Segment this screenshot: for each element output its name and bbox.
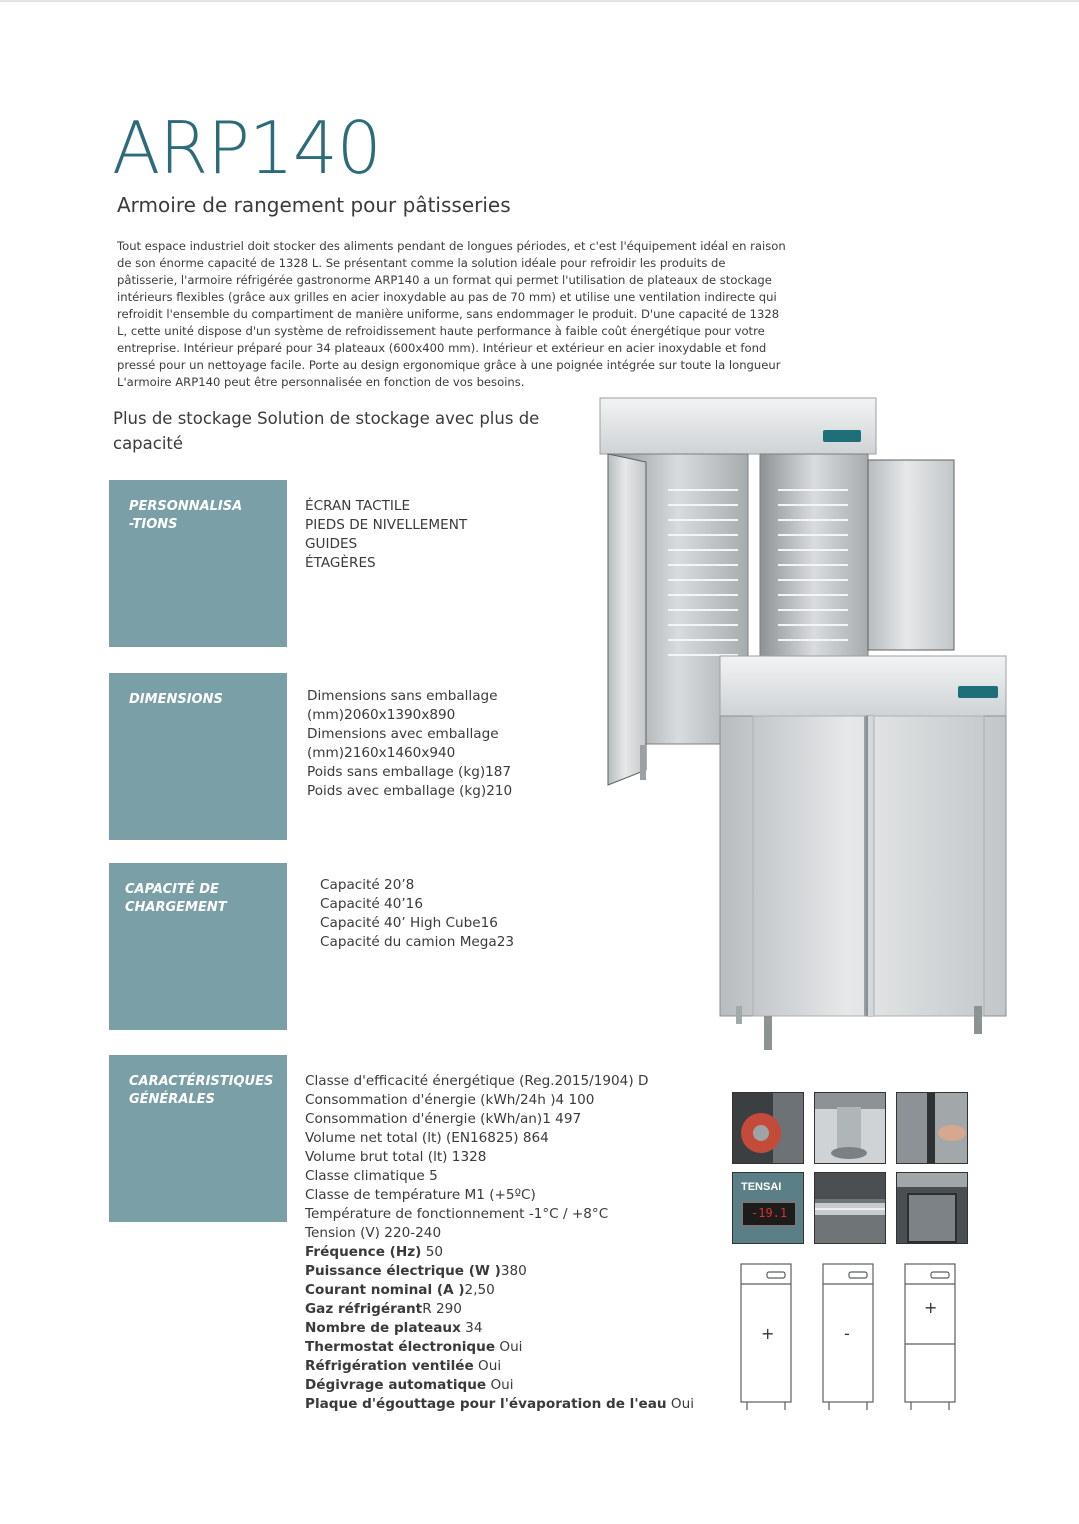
list-item — [305, 1300, 694, 1319]
product-title: ARP140 — [112, 106, 381, 190]
list-item: Classe de température M1 (+5ºC) — [305, 1187, 536, 1203]
list-item: Dimensions sans emballage — [307, 688, 498, 704]
list-item — [305, 1338, 694, 1357]
closed-cabinet — [720, 656, 1006, 1050]
list-item: ÉCRAN TACTILE — [305, 498, 411, 514]
spec-label: Puissance électrique (W ) — [305, 1263, 501, 1279]
spec-label: Nombre de plateaux — [305, 1320, 461, 1336]
spec-label: Plaque d'égouttage pour l'évaporation de l'eau — [305, 1396, 667, 1412]
intro-line: L'armoire ARP140 peut être personnalisée en fonction de vos besoins. — [117, 375, 525, 389]
intro-line: L, cette unité dispose d'un système de refroidissement haute performance à faible coût énergétique pour votre — [117, 324, 765, 338]
spec-value: R 290 — [422, 1301, 462, 1317]
list-item: Capacité 20’8 — [320, 877, 415, 893]
list-item — [305, 1281, 694, 1300]
list-item: GUIDES — [305, 536, 358, 552]
list-item: Poids sans emballage (kg)187 — [307, 764, 512, 780]
controller-display: -19.1 — [751, 1206, 788, 1220]
spec-value: Oui — [486, 1377, 514, 1393]
spec-value: Oui — [666, 1396, 694, 1412]
list-item: Volume brut total (lt) 1328 — [305, 1149, 487, 1165]
intro-line: Tout espace industriel doit stocker des aliments pendant de longues périodes, et c'est l'équipement idéal en raison — [117, 239, 786, 253]
list-item — [305, 1243, 694, 1262]
list-item: Capacité 40’16 — [320, 896, 423, 912]
intro-line: pressé pour un nettoyage facile. Porte au design ergonomique grâce à une poignée intégrée sur toute la longueur — [117, 358, 781, 372]
controller-brand: TENSAI — [741, 1181, 782, 1193]
list-item: (mm)2060x1390x890 — [307, 707, 456, 723]
list-item: Poids avec emballage (kg)210 — [307, 783, 513, 799]
spec-label: Fréquence (Hz) — [305, 1244, 422, 1260]
intro-line: de son énorme capacité de 1328 L. Se présentant comme la solution idéale pour refroidir les produits de — [117, 256, 726, 270]
diagram-symbol-minus: - — [844, 1324, 850, 1343]
list-item — [305, 1262, 694, 1281]
list-item: Capacité 40’ High Cube16 — [320, 915, 498, 931]
leveling-foot-photo — [814, 1092, 886, 1164]
caster-wheel-photo — [732, 1092, 804, 1164]
list-item: Consommation d'énergie (kWh/an)1 497 — [305, 1111, 582, 1127]
spec-label: Gaz réfrigérant — [305, 1301, 423, 1317]
list-item: ÉTAGÈRES — [305, 555, 376, 571]
list-item: Classe d'efficacité énergétique (Reg.2015/1904) D — [305, 1073, 649, 1089]
spec-label: Courant nominal (A ) — [305, 1282, 465, 1298]
list-item: Classe climatique 5 — [305, 1168, 438, 1184]
door-handle-photo — [896, 1092, 968, 1164]
list-item: Capacité du camion Mega23 — [320, 934, 515, 950]
dimensions-list — [307, 687, 512, 801]
list-item: Tension (V) 220-240 — [305, 1225, 442, 1241]
list-item — [305, 1376, 694, 1395]
intro-line: entreprise. Intérieur préparé pour 34 plateaux (600x400 mm). Intérieur et extérieur en acier inoxydable et fond — [117, 341, 767, 355]
list-item: Dimensions avec emballage — [307, 726, 499, 742]
capacite-list — [320, 876, 514, 952]
controller-photo — [732, 1172, 804, 1244]
spec-label: Thermostat électronique — [305, 1339, 496, 1355]
dimensions-label: DIMENSIONS — [129, 692, 223, 707]
list-item — [305, 1357, 694, 1376]
intro-line: pâtisserie, l'armoire réfrigérée gastronorme ARP140 a un format qui permet l'utilisation de plateaux de stockage — [117, 273, 772, 287]
controller-screen — [741, 1201, 797, 1227]
spec-value: Oui — [495, 1339, 523, 1355]
list-item — [305, 1395, 694, 1414]
capacite-label: CAPACITÉ DE CHARGEMENT — [125, 882, 227, 915]
spec-value: Oui — [473, 1358, 502, 1374]
top-border — [0, 0, 1079, 2]
spec-value: 380 — [500, 1263, 527, 1279]
product-subtitle: Armoire de rangement pour pâtisseries — [117, 193, 511, 217]
list-item: Volume net total (lt) (EN16825) 864 — [305, 1130, 549, 1146]
capacite-label-box — [109, 863, 287, 1030]
spec-value: 2,50 — [464, 1282, 495, 1298]
personnalisations-label-box — [109, 480, 287, 647]
caracteristiques-label-box — [109, 1055, 287, 1222]
caracteristiques-list — [305, 1072, 694, 1414]
spec-label: Dégivrage automatique — [305, 1377, 487, 1393]
diagram-symbol-plus: + — [761, 1324, 775, 1343]
spec-value: 50 — [421, 1244, 443, 1260]
intro-line: refroidit l'ensemble du compartiment de manière uniforme, sans endommager le produit. D'une capacité de 1328 — [117, 307, 780, 321]
control-panel-icon — [823, 430, 861, 442]
diagram-symbol-plus: + — [924, 1298, 938, 1317]
list-item: (mm)2160x1460x940 — [307, 745, 456, 761]
intro-line: intérieurs flexibles (grâce aux grilles en acier inoxydable au pas de 70 mm) et utilise une ventilation indirecte qui — [117, 290, 777, 304]
personnalisations-label: PERSONNALISA -TIONS — [129, 499, 243, 532]
list-item: Température de fonctionnement -1°C / +8°C — [305, 1206, 609, 1222]
list-item: PIEDS DE NIVELLEMENT — [305, 517, 468, 533]
list-item — [305, 1319, 694, 1338]
spec-label: Réfrigération ventilée — [305, 1358, 474, 1374]
caracteristiques-label: CARACTÉRISTIQUES GÉNÉRALES — [129, 1074, 274, 1107]
control-panel-icon — [958, 686, 998, 698]
diagram-split-door — [905, 1264, 955, 1410]
personnalisations-list — [305, 497, 467, 573]
section-heading: Plus de stockage Solution de stockage avec plus de capacité — [113, 409, 540, 453]
dimensions-label-box — [109, 673, 287, 840]
shelves-photo — [814, 1172, 886, 1244]
product-image — [528, 330, 1048, 1050]
list-item: Consommation d'énergie (kWh/24h )4 100 — [305, 1092, 595, 1108]
door-seal-photo — [896, 1172, 968, 1244]
spec-value: 34 — [460, 1320, 483, 1336]
